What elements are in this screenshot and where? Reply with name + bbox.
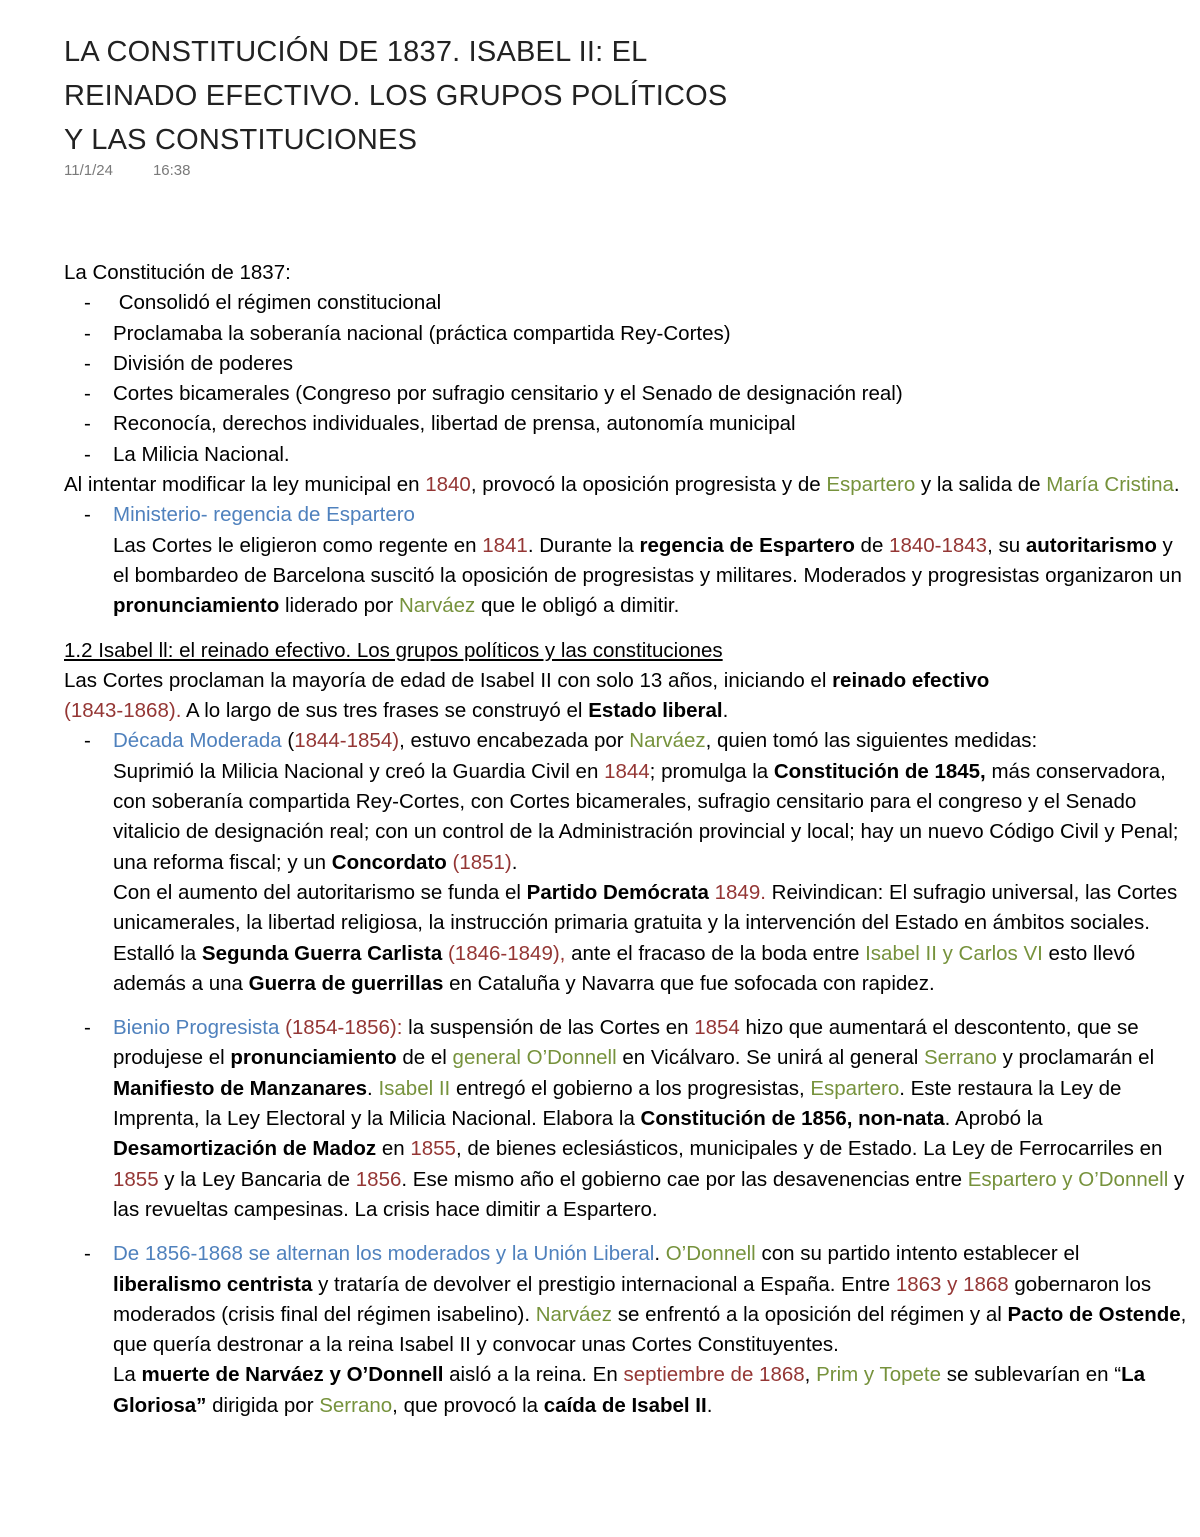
decada-paragraph-2: Con el aumento del autoritarismo se funda el Partido Demócrata 1849. Reivindican: El sufragio universal, las Cortes unicamerales, la libertad religiosa, la instrucción primaria gratuita y la intervención del Estado en ámbitos sociales.: [113, 880, 1178, 935]
alternancia-paragraph-2: La muerte de Narváez y O’Donnell aisló a la reina. En septiembre de 1868, Prim y Topete se sublevarían en “La Gloriosa” dirigida por Serrano, que provocó la caída de Isabel II.: [113, 1363, 1146, 1417]
note-time: 16:38: [152, 162, 191, 179]
regencia-list: [64, 500, 1190, 621]
note-date: 11/1/24: [64, 162, 113, 179]
dash-bullet: -: [84, 321, 91, 345]
section1-intro: La Constitución de 1837:: [64, 261, 291, 284]
decada-paragraph-1: Suprimió la Milicia Nacional y creó la Guardia Civil en 1844; promulga la Constitución de 1845, más conservadora, con soberanía compartida Rey-Cortes, con Cortes bicamerales, sufragio censitario para el congreso y el Senado vitalicio de designación real; con un control de la Administración provincial y local; hay un nuevo Código Civil y Penal; una reforma fiscal; y un Concordato (1851).: [113, 759, 1179, 874]
list-item: - División de poderes: [64, 349, 1190, 379]
list-item: - La Milicia Nacional.: [64, 440, 1190, 470]
list-item: - Cortes bicamerales (Congreso por sufragio censitario y el Senado de designación real): [64, 379, 1190, 409]
dash-bullet: -: [84, 1016, 91, 1040]
dash-bullet: -: [84, 729, 91, 753]
dash-bullet: -: [84, 442, 91, 466]
list-item-decada-moderada: [64, 726, 1190, 999]
section2-heading: 1.2 Isabel ll: el reinado efectivo. Los grupos políticos y las constituciones: [64, 638, 723, 662]
list-item: - Reconocía, derechos individuales, libertad de prensa, autonomía municipal: [64, 409, 1190, 439]
list-item-bienio-progresista: [64, 1013, 1190, 1225]
decada-heading: Década Moderada (1844-1854), estuvo encabezada por Narváez, quien tomó las siguientes medidas:: [113, 729, 1038, 753]
list-item-alternancia: [64, 1239, 1190, 1421]
decada-paragraph-3: Estalló la Segunda Guerra Carlista (1846-1849), ante el fracaso de la boda entre Isabel II y Carlos VI esto llevó además a una Guerra de guerrillas en Cataluña y Navarra que fue sofocada con rapidez.: [113, 941, 1136, 995]
alternancia-list: [64, 1239, 1190, 1421]
year-1840: 1840: [425, 473, 471, 497]
note-timestamp: [64, 162, 190, 179]
note-body: [64, 258, 1190, 1421]
page-title: [64, 30, 824, 162]
periods-list: [64, 726, 1190, 999]
dash-bullet: -: [84, 412, 91, 436]
list-item: [64, 500, 1190, 621]
section2-intro: Las Cortes proclaman la mayoría de edad de Isabel II con solo 13 años, iniciando el reinado efectivo (1843-1868). A lo largo de sus tres frases se construyó el Estado liberal.: [64, 668, 990, 723]
alternancia-paragraph-1: De 1856-1868 se alternan los moderados y la Unión Liberal. O’Donnell con su partido intento establecer el liberalismo centrista y trataría de devolver el prestigio internacional a España. Entre 1863 y 1868 gobernaron los moderados (crisis final del régimen isabelino). Narváez se enfrentó a la oposición del régimen y al Pacto de Ostende, que quería destronar a la reina Isabel II y convocar unas Cortes Constituyentes.: [113, 1242, 1187, 1357]
name-maria-cristina: María Cristina: [1046, 473, 1174, 497]
list-item: - Proclamaba la soberanía nacional (práctica compartida Rey-Cortes): [64, 319, 1190, 349]
list-item: - Consolidó el régimen constitucional: [64, 288, 1190, 318]
dash-bullet: -: [84, 1242, 91, 1266]
dash-bullet: -: [84, 382, 91, 406]
dash-bullet: -: [84, 503, 91, 527]
name-espartero: Espartero: [826, 473, 916, 497]
bienio-list: [64, 1013, 1190, 1225]
dash-bullet: -: [84, 351, 91, 375]
title-line-3: Y LAS CONSTITUCIONES: [64, 124, 418, 156]
ministerio-heading: Ministerio- regencia de Espartero: [113, 503, 415, 527]
title-line-1: LA CONSTITUCIÓN DE 1837. ISABEL II: EL: [64, 36, 648, 68]
ley-municipal-paragraph: Al intentar modificar la ley municipal en 1840, provocó la oposición progresista y de Espartero y la salida de María Cristina.: [64, 473, 1180, 497]
regencia-paragraph: Las Cortes le eligieron como regente en 1841. Durante la regencia de Espartero de 1840-1843, su autoritarismo y el bombardeo de Barcelona suscitó la oposición de progresistas y militares. Moderados y progresistas organizaron un pronunciamiento liderado por Narváez que le obligó a dimitir.: [113, 533, 1182, 618]
title-line-2: REINADO EFECTIVO. LOS GRUPOS POLÍTICOS: [64, 80, 728, 112]
bienio-paragraph: Bienio Progresista (1854-1856): la suspensión de las Cortes en 1854 hizo que aumentará el descontento, que se produjese el pronunciamiento de el general O’Donnell en Vicálvaro. Se unirá al general Serrano y proclamarán el Manifiesto de Manzanares. Isabel II entregó el gobierno a los progresistas, Espartero. Este restaura la Ley de Imprenta, la Ley Electoral y la Milicia Nacional. Elabora la Constitución de 1856, non-nata. Aprobó la Desamortización de Madoz en 1855, de bienes eclesiásticos, municipales y de Estado. La Ley de Ferrocarriles en 1855 y la Ley Bancaria de 1856. Ese mismo año el gobierno cae por las desavenencias entre Espartero y O’Donnell y las revueltas campesinas. La crisis hace dimitir a Espartero.: [113, 1016, 1185, 1221]
constitution-1837-list: [64, 288, 1190, 470]
dash-bullet: -: [84, 291, 91, 315]
